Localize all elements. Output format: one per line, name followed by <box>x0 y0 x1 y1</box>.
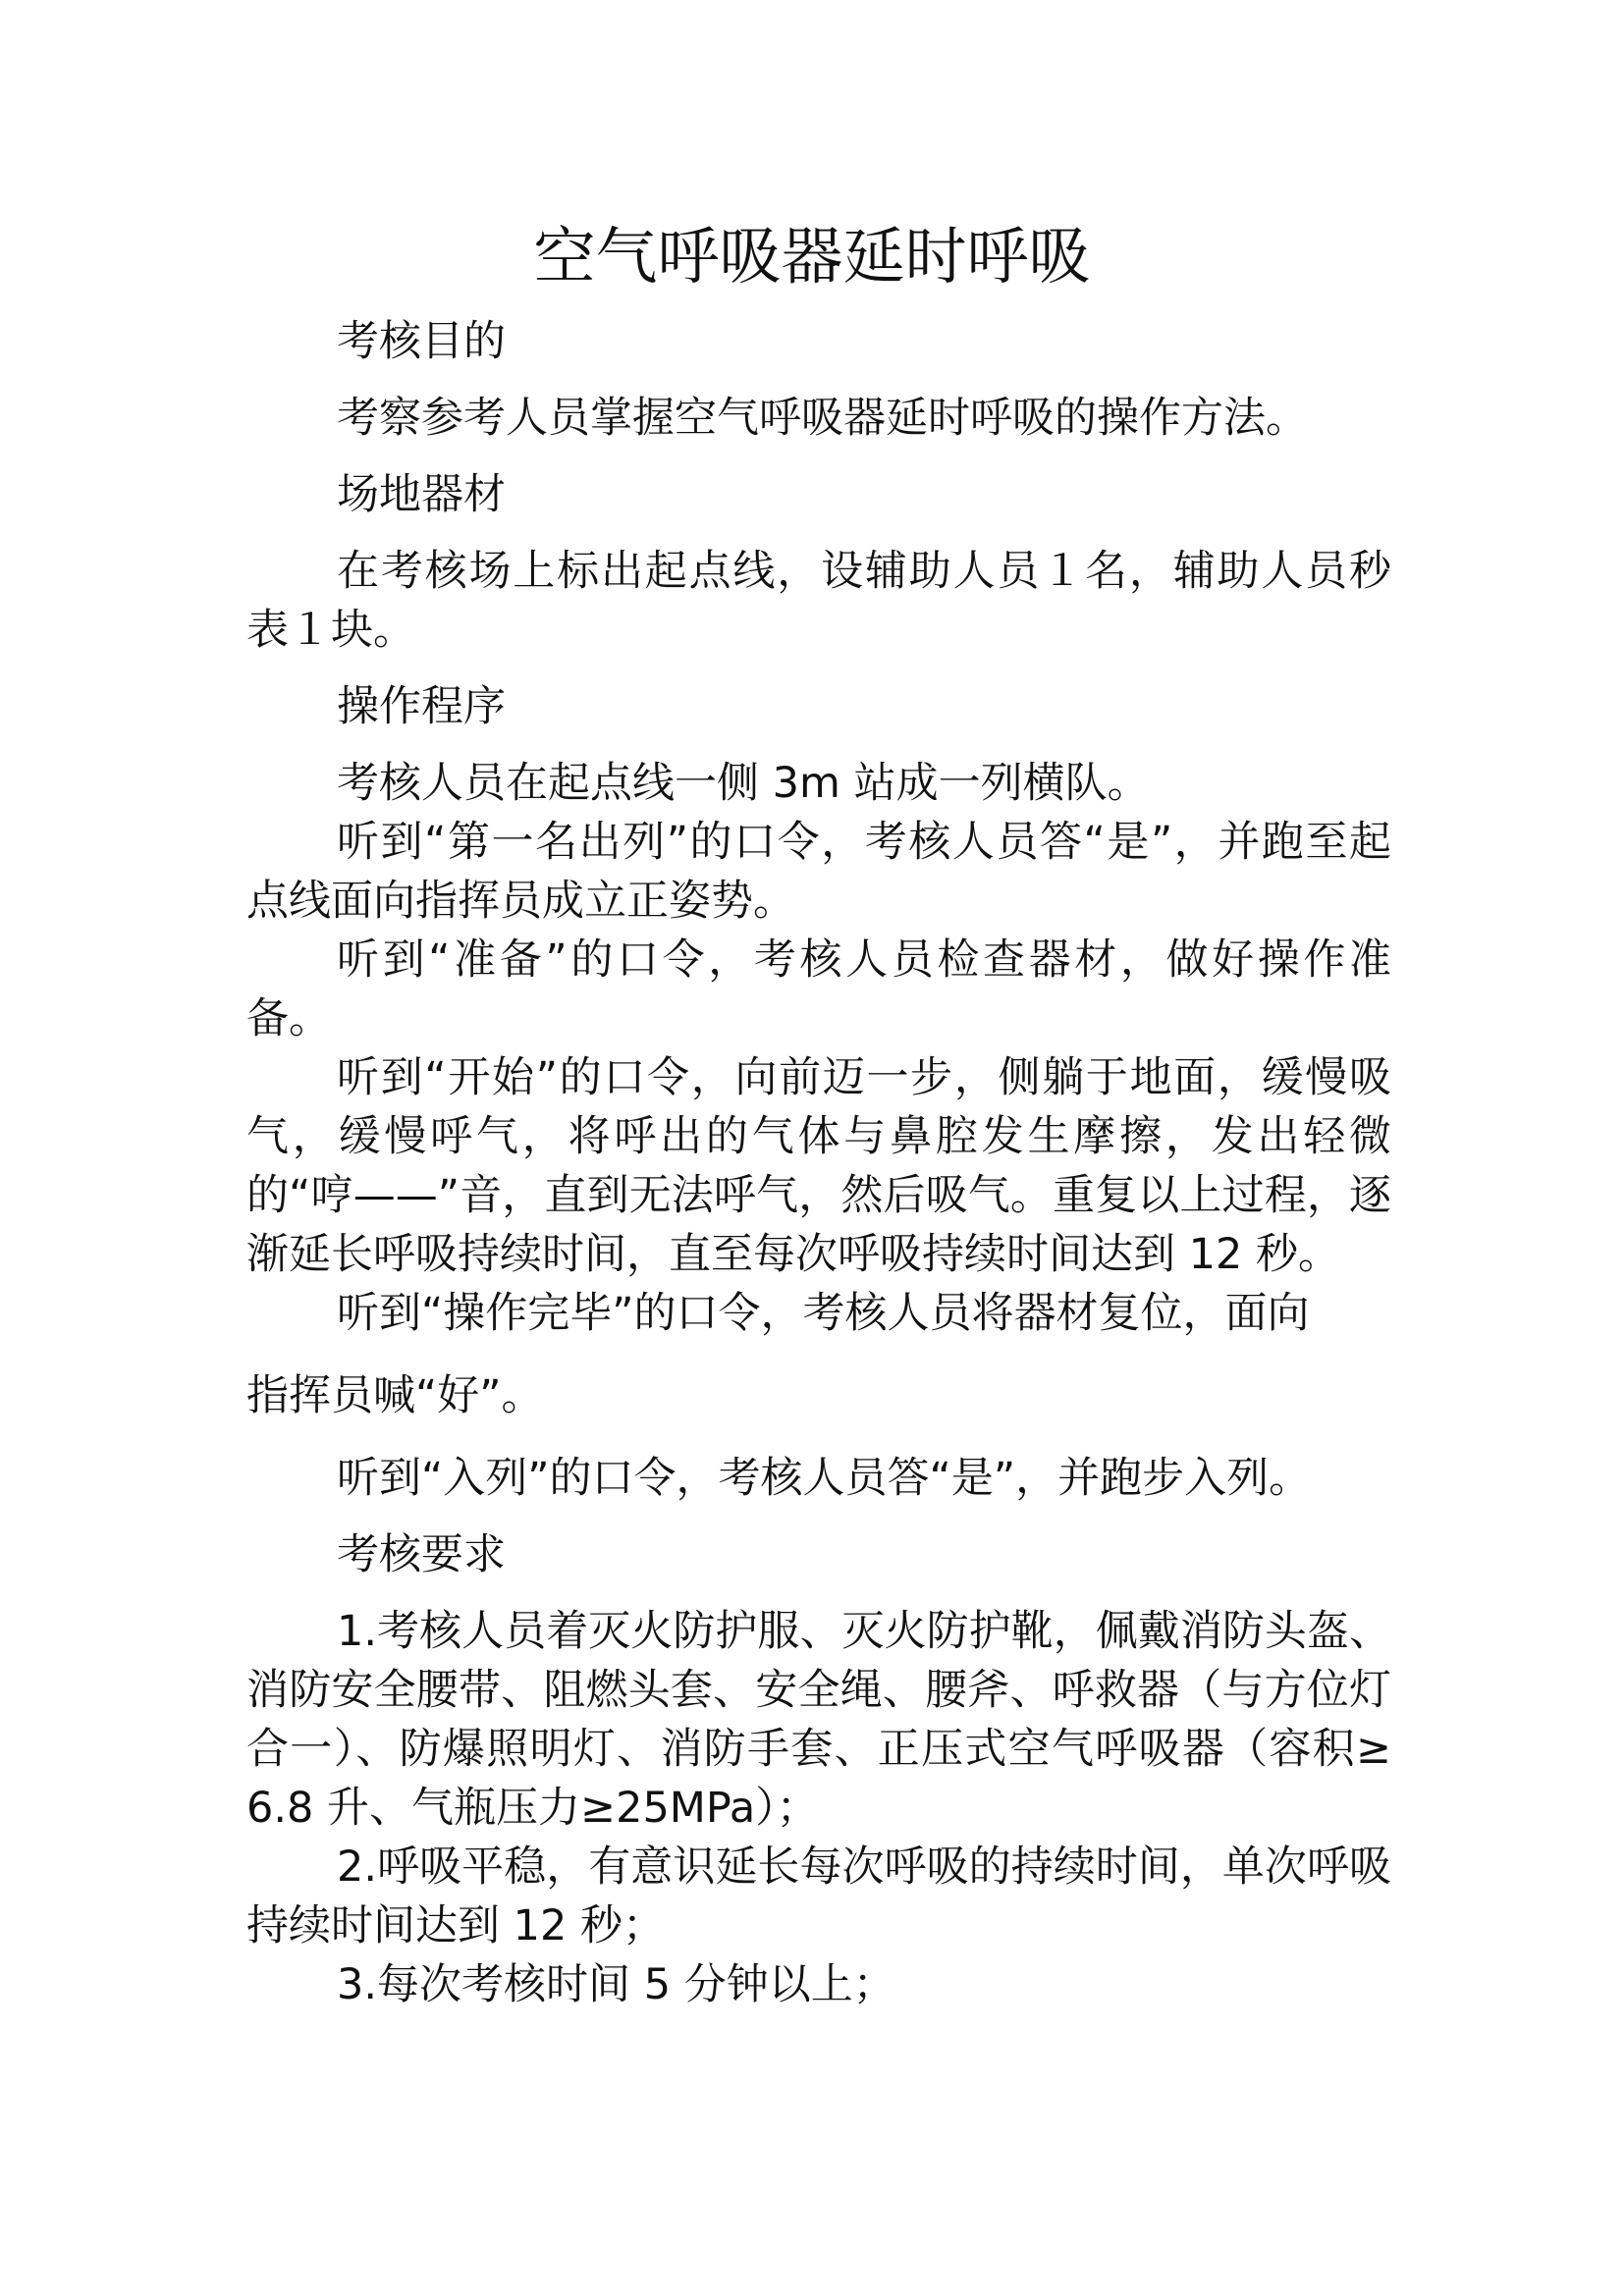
procedure-step: 指挥员喊“好”。 <box>246 1371 544 1420</box>
procedure-step: 听到“第一名出列”的口令，考核人员答“是”，并跑至起点线面向指挥员成立正姿势。 <box>246 818 1391 926</box>
section-heading-procedure: 操作程序 <box>337 682 506 731</box>
paragraph-equipment: 在考核场上标出起点线，设辅助人员１名，辅助人员秒表１块。 <box>246 547 1391 655</box>
requirement-item: 3.每次考核时间 5 分钟以上； <box>337 1960 895 2009</box>
section-heading-equipment: 场地器材 <box>337 470 506 519</box>
procedure-step: 听到“入列”的口令，考核人员答“是”，并跑步入列。 <box>337 1454 1312 1503</box>
document-body <box>246 312 1391 2014</box>
section-heading-requirements: 考核要求 <box>337 1530 506 1579</box>
procedure-step: 考核人员在起点线一侧 3m 站成一列横队。 <box>337 759 1150 808</box>
section-heading-purpose: 考核目的 <box>337 317 506 366</box>
requirement-item: 1.考核人员着灭火防护服、灭火防护靴，佩戴消防头盔、消防安全腰带、阻燃头套、安全绳、腰斧、呼救器（与方位灯合一）、防爆照明灯、消防手套、正压式空气呼吸器（容积≥6.8 升、气瓶压力≥25MPa）； <box>246 1607 1391 1833</box>
page-title: 空气呼吸器延时呼吸 <box>533 221 1091 293</box>
procedure-step: 听到“准备”的口令，考核人员检查器材，做好操作准备。 <box>246 935 1391 1043</box>
requirement-item: 2.呼吸平稳，有意识延长每次呼吸的持续时间，单次呼吸持续时间达到 12 秒； <box>246 1842 1391 1950</box>
procedure-step: 听到“操作完毕”的口令，考核人员将器材复位，面向 <box>337 1289 1310 1338</box>
procedure-step: 听到“开始”的口令，向前迈一步，侧躺于地面，缓慢吸气，缓慢呼气，将呼出的气体与鼻腔发生摩擦，发出轻微的“哼——”音，直到无法呼气，然后吸气。重复以上过程，逐渐延长呼吸持续时间，直至每次呼吸持续时间达到 12 秒。 <box>246 1053 1391 1279</box>
paragraph-purpose: 考察参考人员掌握空气呼吸器延时呼吸的操作方法。 <box>337 394 1308 443</box>
